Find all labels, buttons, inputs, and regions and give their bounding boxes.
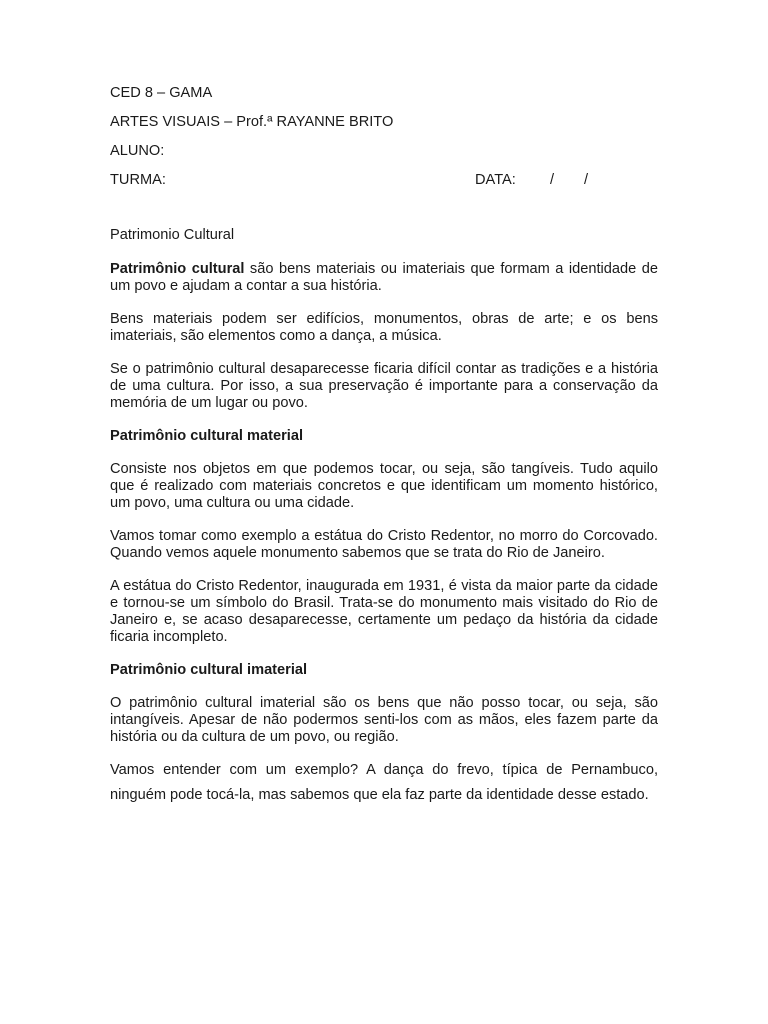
paragraph: Se o patrimônio cultural desaparecesse ficaria difícil contar as tradições e a história de uma cultura. Por isso, a sua preservação é importante para a conservação da memória de um lugar ou povo. (110, 361, 658, 411)
subject-line: ARTES VISUAIS – Prof.ª RAYANNE BRITO (110, 114, 394, 130)
class-date-line (110, 171, 658, 190)
document-page (110, 84, 658, 824)
date-label: DATA: (475, 172, 516, 188)
date-slash-1: / (550, 172, 555, 188)
paragraph: Vamos tomar como exemplo a estátua do Cristo Redentor, no morro do Corcovado. Quando vemos aquele monumento sabemos que se trata do Rio de Janeiro. (110, 528, 658, 561)
imaterial-heading: Patrimônio cultural imaterial (110, 662, 308, 678)
paragraph: A estátua do Cristo Redentor, inaugurada em 1931, é vista da maior parte da cidade e tornou-se um símbolo do Brasil. Trata-se do monumento mais visitado do Rio de Janeiro e, se acaso desaparecesse, certamente um pedaço da história da cidade ficaria incompleto. (110, 578, 658, 645)
paragraph: O patrimônio cultural imaterial são os bens que não posso tocar, ou seja, são intangíveis. Apesar de não podermos senti-los com as mãos, eles fazem parte da história ou da cultura de um povo, ou região. (110, 695, 658, 745)
intro-bold-term: Patrimônio cultural (110, 261, 245, 277)
date-slash-2: / (584, 172, 589, 188)
material-heading: Patrimônio cultural material (110, 428, 304, 444)
school-line: CED 8 – GAMA (110, 85, 213, 101)
class-label: TURMA: (110, 172, 166, 188)
intro-paragraph (110, 261, 658, 295)
student-line: ALUNO: (110, 143, 165, 159)
intro-text: são bens materiais ou imateriais que formam a identidade de um povo e ajudam a contar a sua história. (110, 261, 658, 294)
document-title: Patrimonio Cultural (110, 227, 235, 243)
paragraph: Consiste nos objetos em que podemos tocar, ou seja, são tangíveis. Tudo aquilo que é realizado com materiais concretos e que identificam um momento histórico, um povo, uma cultura ou uma cidade. (110, 461, 658, 511)
paragraph: Bens materiais podem ser edifícios, monumentos, obras de arte; e os bens imateriais, são elementos como a dança, a música. (110, 311, 658, 344)
paragraph: Vamos entender com um exemplo? A dança do frevo, típica de Pernambuco, ninguém pode tocá-la, mas sabemos que ela faz parte da identidade desse estado. (110, 762, 658, 803)
